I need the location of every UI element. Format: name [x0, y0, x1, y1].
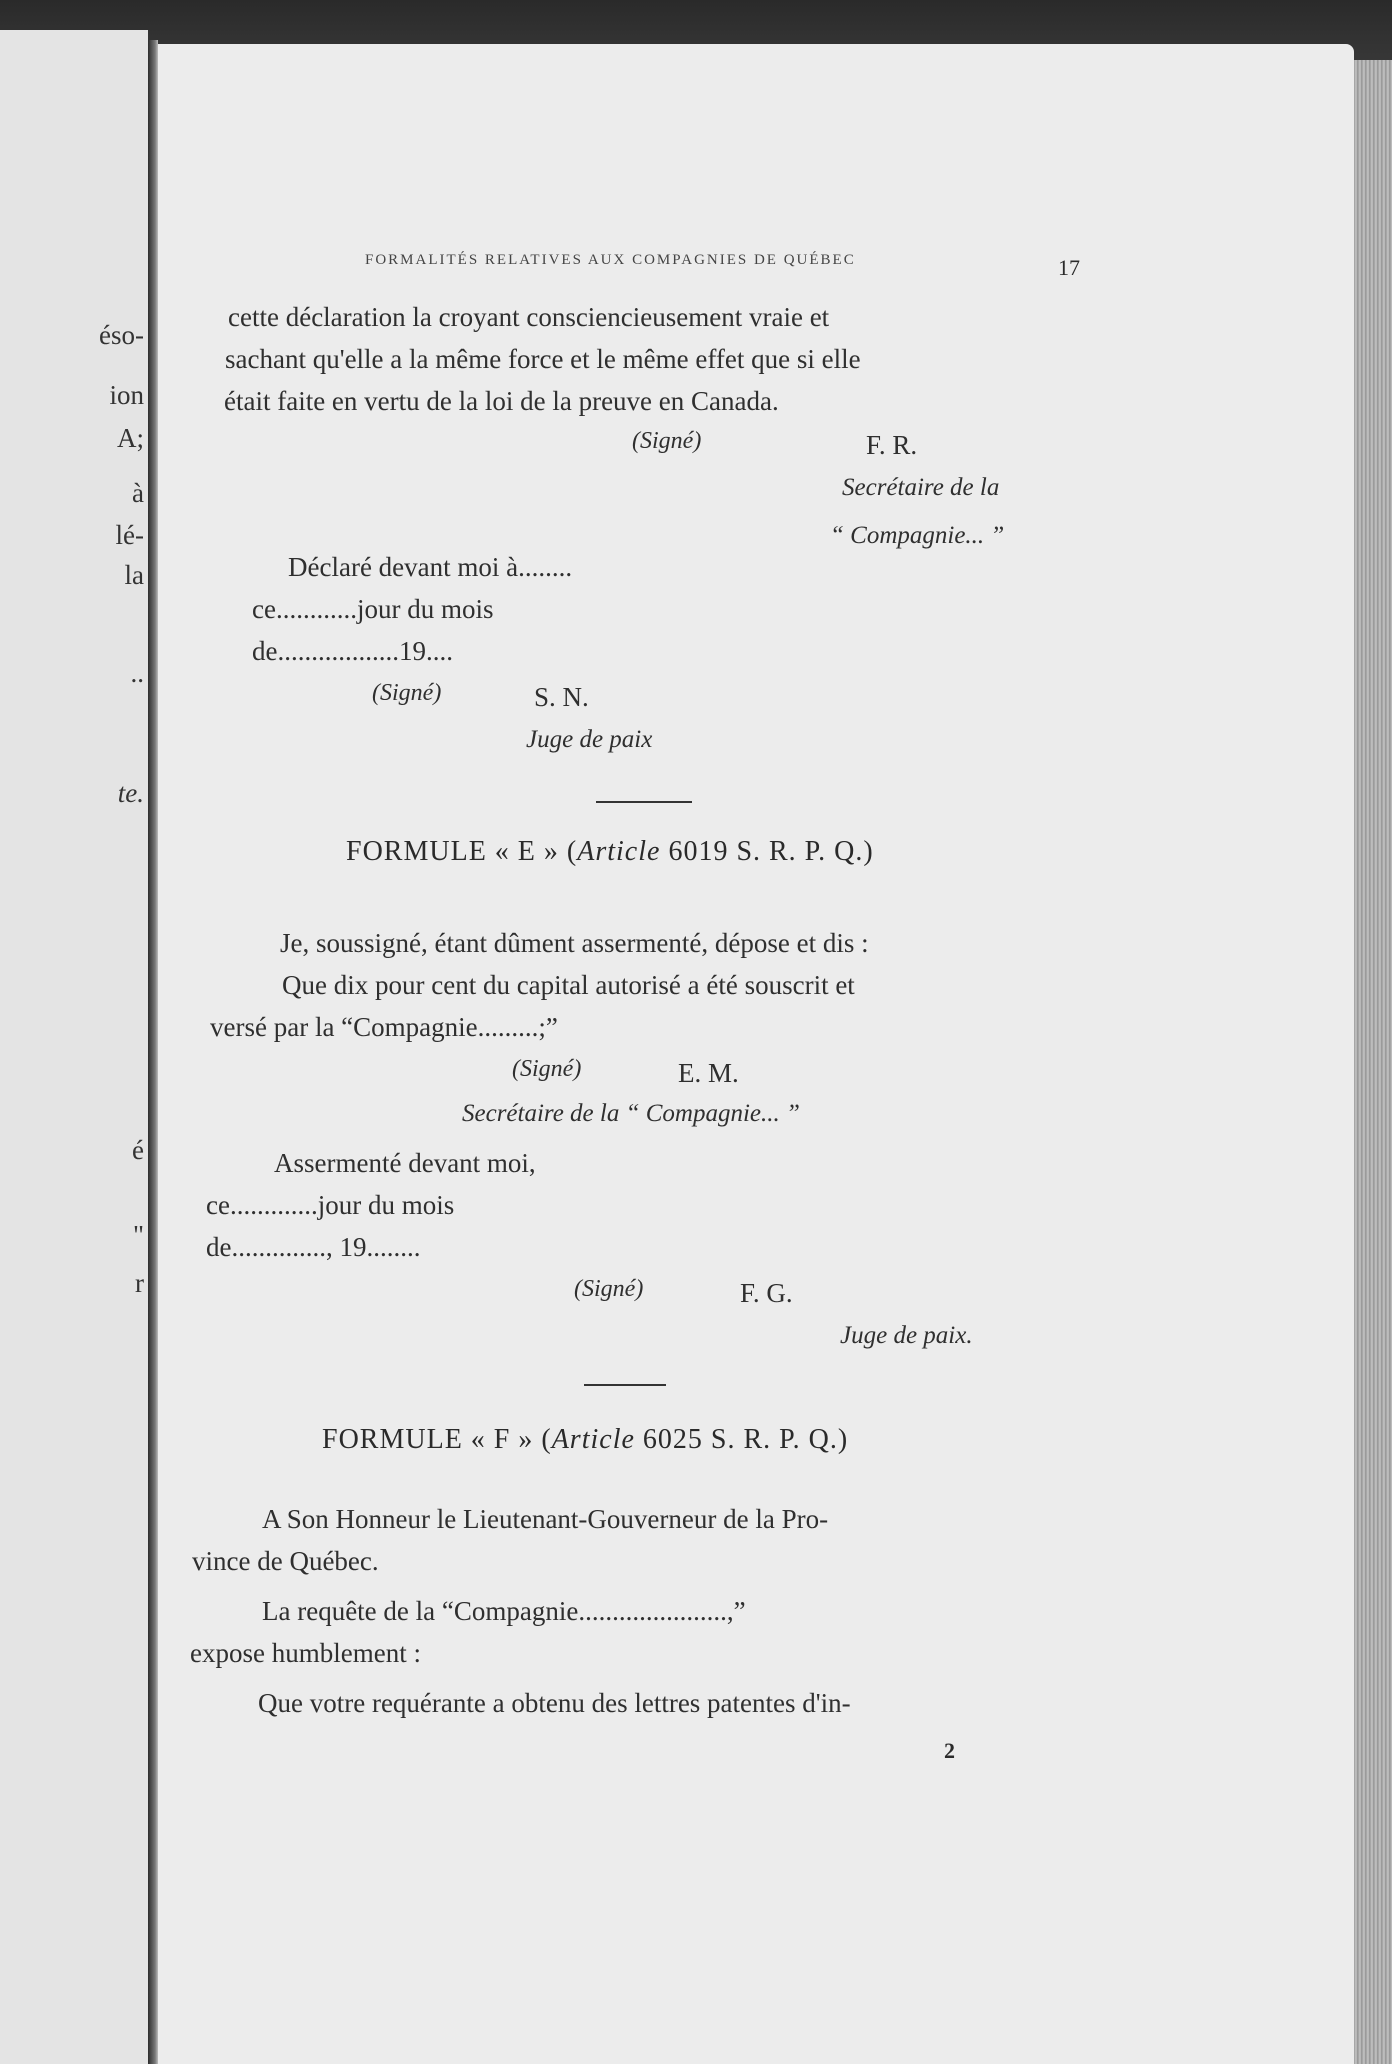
- signe-label: (Signé): [372, 680, 442, 706]
- signer-title: Secrétaire de la: [842, 474, 1000, 501]
- left-page-text: é: [132, 1135, 144, 1165]
- left-page-text: lé-: [115, 520, 144, 550]
- section-heading: FORMULE « F » (Article 6025 S. R. P. Q.): [322, 1424, 849, 1455]
- body-line: A Son Honneur le Lieutenant-Gouverneur de la Pro-: [262, 1504, 829, 1534]
- previous-page-fragment: [0, 30, 148, 2064]
- signe-label: (Signé): [632, 428, 702, 454]
- sworn-line: ce.............jour du mois: [206, 1190, 455, 1220]
- left-page-text: la: [124, 560, 144, 590]
- signer-initials: S. N.: [534, 682, 589, 712]
- left-page-text: à: [132, 478, 144, 508]
- left-page-text: A;: [117, 423, 144, 453]
- running-head: FORMALITÉS RELATIVES AUX COMPAGNIES DE QUÉBEC: [365, 252, 856, 268]
- section-divider: [596, 801, 692, 803]
- signe-label: (Signé): [512, 1056, 582, 1082]
- body-line: La requête de la “Compagnie......................,”: [262, 1596, 746, 1626]
- signer-title: Juge de paix.: [840, 1322, 973, 1349]
- body-line: vince de Québec.: [192, 1546, 379, 1576]
- body-line: Que votre requérante a obtenu des lettres patentes d'in-: [258, 1688, 851, 1718]
- declaration-line: Déclaré devant moi à........: [288, 552, 573, 582]
- body-line: Que dix pour cent du capital autorisé a été souscrit et: [282, 970, 855, 1000]
- left-page-text: ": [132, 1220, 144, 1250]
- page-edges: [1354, 60, 1392, 2064]
- section-heading: FORMULE « E » (Article 6019 S. R. P. Q.): [346, 836, 874, 867]
- left-page-text: ion: [109, 380, 144, 410]
- signer-initials: F. G.: [740, 1278, 793, 1308]
- left-page-text: ..: [130, 658, 144, 688]
- sworn-line: Assermenté devant moi,: [274, 1148, 536, 1178]
- body-line: expose humblement :: [190, 1638, 421, 1668]
- signe-label: (Signé): [574, 1276, 644, 1302]
- book-gutter: [148, 40, 158, 2064]
- left-page-text: te.: [117, 778, 144, 808]
- body-line: cette déclaration la croyant consciencieusement vraie et: [228, 302, 830, 332]
- page-number: 17: [1058, 255, 1080, 280]
- signer-title: Juge de paix: [526, 726, 653, 753]
- body-line: sachant qu'elle a la même force et le même effet que si elle: [225, 344, 861, 374]
- left-page-text: éso-: [99, 320, 144, 350]
- body-line: versé par la “Compagnie.........;”: [210, 1012, 558, 1042]
- declaration-line: ce............jour du mois: [252, 594, 494, 624]
- signature-mark: 2: [944, 1738, 955, 1763]
- signer-initials: F. R.: [866, 430, 918, 460]
- signer-initials: E. M.: [678, 1058, 739, 1088]
- signer-title: Secrétaire de la “ Compagnie... ”: [462, 1100, 800, 1127]
- declaration-line: de..................19....: [252, 636, 453, 666]
- sworn-line: de.............., 19........: [206, 1232, 421, 1262]
- section-divider: [584, 1384, 666, 1386]
- left-page-text: r: [135, 1268, 144, 1298]
- signer-title: “ Compagnie... ”: [830, 522, 1005, 549]
- body-line: était faite en vertu de la loi de la preuve en Canada.: [224, 386, 779, 416]
- body-line: Je, soussigné, étant dûment assermenté, dépose et dis :: [280, 928, 869, 958]
